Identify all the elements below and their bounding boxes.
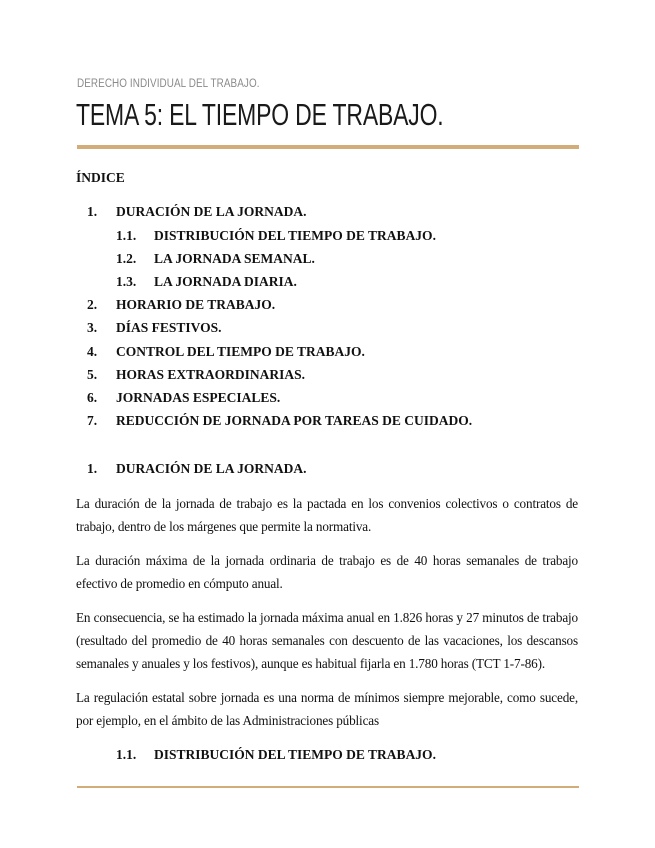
- body-paragraph: En consecuencia, se ha estimado la jornada máxima anual en 1.826 horas y 27 minutos de trabajo (resultado del promedio de 40 horas semanales con descuento de las vacaciones, los descansos semanales y anuales y los festivos), aunque es habitual fijarla en 1.780 horas (TCT 1-7-86).: [76, 610, 578, 671]
- index-item-label: DURACIÓN DE LA JORNADA.: [116, 204, 307, 219]
- index-item-number: 4.: [87, 344, 98, 359]
- index-item-label: CONTROL DEL TIEMPO DE TRABAJO.: [116, 344, 365, 359]
- index-item-label: LA JORNADA SEMANAL.: [154, 251, 315, 266]
- index-item-label: DISTRIBUCIÓN DEL TIEMPO DE TRABAJO.: [154, 228, 436, 243]
- index-item-label: LA JORNADA DIARIA.: [154, 274, 297, 289]
- index-item-number: 7.: [87, 413, 98, 428]
- index-heading: ÍNDICE: [76, 170, 125, 185]
- index-item-number: 1.2.: [116, 251, 137, 266]
- title-divider: [77, 145, 579, 149]
- section-number: 1.: [87, 461, 98, 476]
- footer-divider: [77, 786, 579, 788]
- body-paragraph: La duración máxima de la jornada ordinaria de trabajo es de 40 horas semanales de trabajo efectivo de promedio en cómputo anual.: [76, 553, 578, 591]
- subsection-title: DISTRIBUCIÓN DEL TIEMPO DE TRABAJO.: [154, 747, 436, 762]
- index-item-label: HORAS EXTRAORDINARIAS.: [116, 367, 306, 382]
- index-item-label: DÍAS FESTIVOS.: [116, 320, 222, 335]
- index-item-number: 6.: [87, 390, 98, 405]
- index-item-label: JORNADAS ESPECIALES.: [116, 390, 281, 405]
- index-item-number: 1.3.: [116, 274, 137, 289]
- index-item-number: 1.1.: [116, 228, 137, 243]
- index-item-number: 1.: [87, 204, 98, 219]
- index-item-label: REDUCCIÓN DE JORNADA POR TAREAS DE CUIDADO.: [116, 413, 473, 428]
- index-item-number: 2.: [87, 297, 98, 312]
- document-supertitle: DERECHO INDIVIDUAL DEL TRABAJO.: [77, 78, 260, 90]
- index-item-number: 5.: [87, 367, 98, 382]
- body-paragraph: La duración de la jornada de trabajo es la pactada en los convenios colectivos o contratos de trabajo, dentro de los márgenes que permite la normativa.: [76, 496, 578, 534]
- index-item-label: HORARIO DE TRABAJO.: [116, 297, 276, 312]
- document-title: TEMA 5: EL TIEMPO DE TRABAJO.: [76, 97, 444, 132]
- subsection-number: 1.1.: [116, 747, 137, 762]
- index-item-number: 3.: [87, 320, 98, 335]
- body-paragraph: La regulación estatal sobre jornada es una norma de mínimos siempre mejorable, como sucede, por ejemplo, en el ámbito de las Administraciones públicas: [76, 690, 578, 728]
- section-title: DURACIÓN DE LA JORNADA.: [116, 461, 307, 476]
